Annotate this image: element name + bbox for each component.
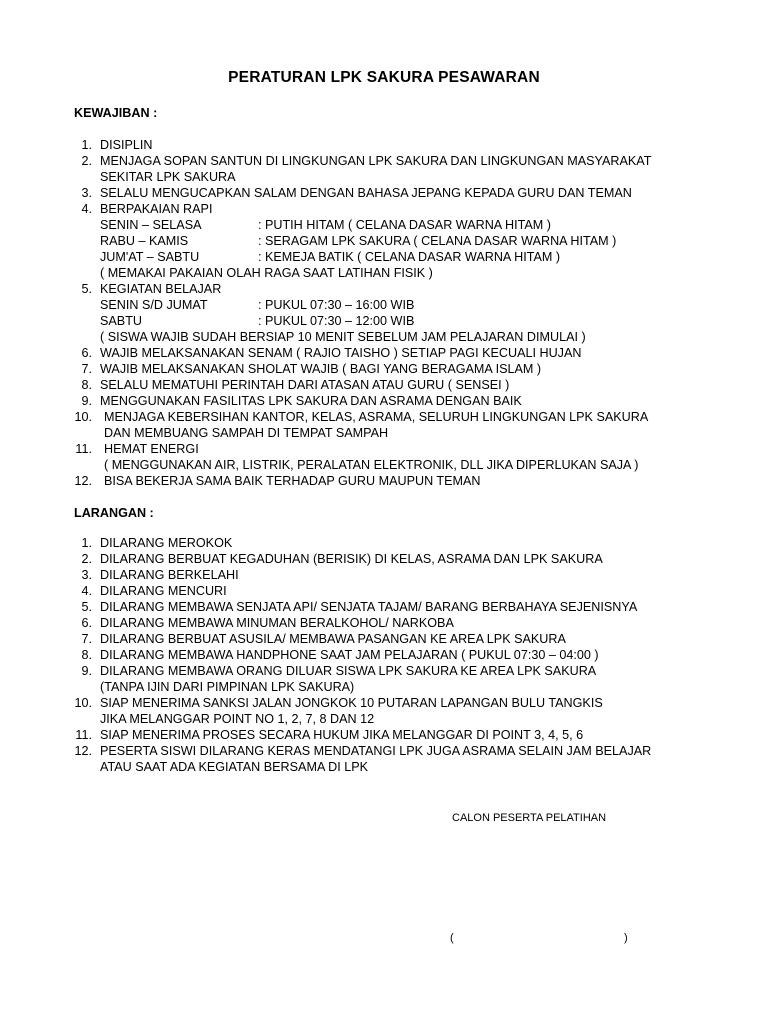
page-title: PERATURAN LPK SAKURA PESAWARAN [228,69,540,86]
schedule-row [100,313,710,329]
item-text: KEGIATAN BELAJAR [100,282,222,296]
dress-code-row [100,233,710,249]
larangan-heading: LARANGAN : [74,506,154,520]
item-text: DILARANG MENCURI [100,584,227,598]
list-item [70,647,710,663]
item-text: DISIPLIN [100,138,153,152]
kewajiban-heading: KEWAJIBAN : [74,106,158,120]
list-item [70,551,710,567]
list-item [70,281,710,345]
dress-value: : PUTIH HITAM ( CELANA DASAR WARNA HITAM ) [258,218,551,232]
list-item [70,393,710,409]
dress-code-row [100,217,710,233]
item-text: SEKITAR LPK SAKURA [100,170,236,184]
signature-paren-close: ) [624,932,628,944]
item-text: DILARANG MEMBAWA HANDPHONE SAAT JAM PELAJARAN ( PUKUL 07:30 – 04:00 ) [100,648,599,662]
item-number: 9. [81,394,92,408]
list-item [70,137,710,153]
item-number: 6. [81,346,92,360]
item-number: 5. [81,282,92,296]
item-text: DILARANG BERBUAT ASUSILA/ MEMBAWA PASANGAN KE AREA LPK SAKURA [100,632,566,646]
item-text: MENJAGA KEBERSIHAN KANTOR, KELAS, ASRAMA, SELURUH LINGKUNGAN LPK SAKURA [104,410,649,424]
item-text: SIAP MENERIMA SANKSI JALAN JONGKOK 10 PUTARAN LAPANGAN BULU TANGKIS [100,696,603,710]
item-number: 3. [81,568,92,582]
item-text: HEMAT ENERGI [104,442,199,456]
item-number: 12. [74,474,92,488]
schedule-value: : PUKUL 07:30 – 12:00 WIB [258,314,415,328]
item-text: ( MENGGUNAKAN AIR, LISTRIK, PERALATAN ELEKTRONIK, DLL JIKA DIPERLUKAN SAJA ) [104,458,639,472]
list-item [70,663,710,695]
list-item [70,743,710,775]
item-text: DILARANG BERBUAT KEGADUHAN (BERISIK) DI KELAS, ASRAMA DAN LPK SAKURA [100,552,603,566]
item-text: DILARANG MEMBAWA MINUMAN BERALKOHOL/ NARKOBA [100,616,454,630]
item-number: 11. [75,442,92,456]
item-number: 1. [81,138,92,152]
item-text: JIKA MELANGGAR POINT NO 1, 2, 7, 8 DAN 12 [100,712,375,726]
schedule-day: SENIN S/D JUMAT [100,298,208,312]
item-number: 8. [81,648,92,662]
larangan-list [70,535,710,775]
item-number: 3. [81,186,92,200]
item-number: 12. [74,744,92,758]
list-item [70,583,710,599]
list-item [70,473,710,489]
item-text: DILARANG BERKELAHI [100,568,239,582]
list-item [70,377,710,393]
item-number: 2. [81,154,92,168]
item-number: 4. [81,584,92,598]
item-text: DILARANG MEMBAWA SENJATA API/ SENJATA TAJAM/ BARANG BERBAHAYA SEJENISNYA [100,600,638,614]
item-number: 2. [81,552,92,566]
item-text: WAJIB MELAKSANAKAN SHOLAT WAJIB ( BAGI YANG BERAGAMA ISLAM ) [100,362,542,376]
item-text: DAN MEMBUANG SAMPAH DI TEMPAT SAMPAH [104,426,389,440]
item-text: SELALU MEMATUHI PERINTAH DARI ATASAN ATAU GURU ( SENSEI ) [100,378,510,392]
signature-paren-open: ( [450,932,454,944]
item-number: 10. [74,696,92,710]
item-number: 5. [81,600,92,614]
item-text: MENGGUNAKAN FASILITAS LPK SAKURA DAN ASRAMA DENGAN BAIK [100,394,522,408]
list-item [70,361,710,377]
item-number: 4. [81,202,92,216]
item-text: SELALU MENGUCAPKAN SALAM DENGAN BAHASA JEPANG KEPADA GURU DAN TEMAN [100,186,632,200]
item-text: DILARANG MEROKOK [100,536,233,550]
item-text: BERPAKAIAN RAPI [100,202,213,216]
schedule-value: : PUKUL 07:30 – 16:00 WIB [258,298,415,312]
item-number: 11. [75,728,92,742]
signature-label: CALON PESERTA PELATIHAN [452,812,607,824]
list-item [70,441,710,473]
item-text: DILARANG MEMBAWA ORANG DILUAR SISWA LPK SAKURA KE AREA LPK SAKURA [100,664,597,678]
item-number: 10. [74,410,92,424]
item-text: ATAU SAAT ADA KEGIATAN BERSAMA DI LPK [100,760,369,774]
item-text: WAJIB MELAKSANAKAN SENAM ( RAJIO TAISHO ) SETIAP PAGI KECUALI HUJAN [100,346,582,360]
item-text: BISA BEKERJA SAMA BAIK TERHADAP GURU MAUPUN TEMAN [104,474,481,488]
item-text: MENJAGA SOPAN SANTUN DI LINGKUNGAN LPK SAKURA DAN LINGKUNGAN MASYARAKAT [100,154,652,168]
dress-value: : KEMEJA BATIK ( CELANA DASAR WARNA HITAM ) [258,250,561,264]
dress-day: JUM'AT – SABTU [100,250,200,264]
list-item [70,185,710,201]
list-item [70,727,710,743]
schedule-row [100,297,710,313]
list-item [70,201,710,281]
list-item [70,695,710,727]
item-number: 9. [81,664,92,678]
list-item [70,409,710,441]
item-number: 8. [81,378,92,392]
dress-note: ( MEMAKAI PAKAIAN OLAH RAGA SAAT LATIHAN FISIK ) [100,266,433,280]
list-item [70,615,710,631]
kewajiban-list [70,137,710,489]
list-item [70,599,710,615]
list-item [70,535,710,551]
list-item [70,345,710,361]
item-number: 6. [81,616,92,630]
dress-value: : SERAGAM LPK SAKURA ( CELANA DASAR WARNA HITAM ) [258,234,617,248]
item-text: SIAP MENERIMA PROSES SECARA HUKUM JIKA MELANGGAR DI POINT 3, 4, 5, 6 [100,728,584,742]
item-number: 7. [81,632,92,646]
item-text: PESERTA SISWI DILARANG KERAS MENDATANGI LPK JUGA ASRAMA SELAIN JAM BELAJAR [100,744,652,758]
item-number: 7. [81,362,92,376]
schedule-note: ( SISWA WAJIB SUDAH BERSIAP 10 MENIT SEBELUM JAM PELAJARAN DIMULAI ) [100,330,586,344]
item-text: (TANPA IJIN DARI PIMPINAN LPK SAKURA) [100,680,355,694]
list-item [70,631,710,647]
list-item [70,153,710,185]
dress-code-row [100,249,710,265]
item-number: 1. [81,536,92,550]
dress-day: SENIN – SELASA [100,218,202,232]
dress-day: RABU – KAMIS [100,234,189,248]
list-item [70,567,710,583]
schedule-day: SABTU [100,314,142,328]
